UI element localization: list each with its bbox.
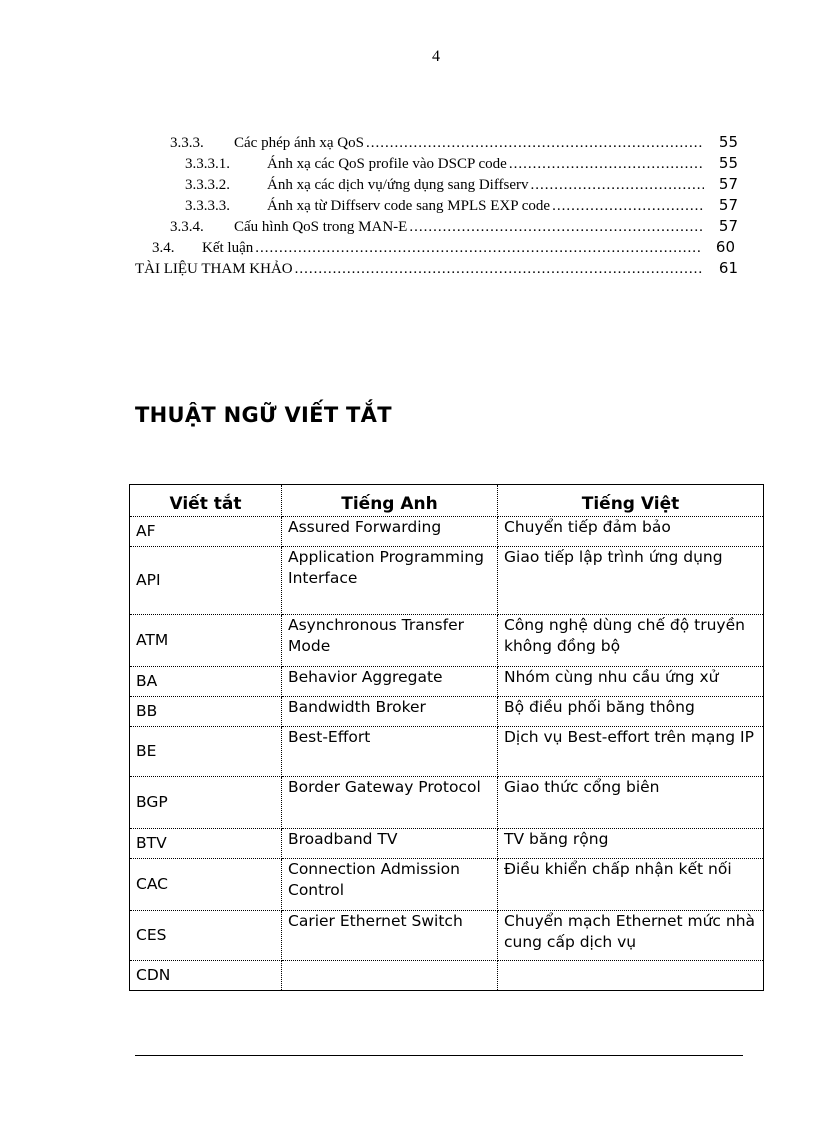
toc-entry — [152, 238, 735, 259]
abbreviation-cell: AF — [130, 517, 282, 547]
toc-entry-page: 57 — [718, 175, 738, 193]
english-term-cell: Best-Effort — [282, 727, 498, 777]
toc-entry-title: Cấu hình QoS trong MAN-E — [234, 219, 408, 235]
toc-entry-number: 3.4. — [152, 240, 175, 256]
toc-entry — [135, 259, 738, 280]
toc-entry-title: TÀI LIỆU THAM KHẢO — [135, 261, 293, 277]
english-term-cell: Bandwidth Broker — [282, 697, 498, 727]
english-term-cell: Asynchronous Transfer Mode — [282, 615, 498, 667]
toc-entry-page: 60 — [715, 238, 735, 256]
table-row — [130, 547, 764, 615]
column-header-vietnamese: Tiếng Việt — [498, 485, 764, 517]
toc-entry-title: Ánh xạ các dịch vụ/ứng dụng sang Diffserv — [267, 177, 529, 193]
english-term-cell: Behavior Aggregate — [282, 667, 498, 697]
toc-entry-number: 3.3.3. — [170, 135, 204, 151]
table-header-row — [130, 485, 764, 517]
vietnamese-term-cell: Giao tiếp lập trình ứng dụng — [498, 547, 764, 615]
table-row — [130, 777, 764, 829]
table-row — [130, 615, 764, 667]
abbreviation-cell: ATM — [130, 615, 282, 667]
toc-entry — [185, 175, 738, 196]
english-term-cell: Broadband TV — [282, 829, 498, 859]
toc-leader — [509, 156, 704, 173]
abbreviation-cell: CDN — [130, 961, 282, 991]
vietnamese-term-cell: Bộ điều phối băng thông — [498, 697, 764, 727]
abbreviation-cell: CES — [130, 911, 282, 961]
abbreviation-cell: BB — [130, 697, 282, 727]
table-row — [130, 859, 764, 911]
english-term-cell: Carier Ethernet Switch — [282, 911, 498, 961]
page-number: 4 — [432, 48, 440, 65]
english-term-cell: Connection Admission Control — [282, 859, 498, 911]
toc-leader — [531, 177, 704, 194]
toc-entry-page: 55 — [718, 154, 738, 172]
glossary-table — [129, 484, 764, 991]
toc-entry-title: Kết luận — [202, 240, 254, 256]
toc-entry-title: Ánh xạ từ Diffserv code sang MPLS EXP code — [267, 198, 551, 214]
abbreviation-cell: BTV — [130, 829, 282, 859]
toc-entry-number: 3.3.3.1. — [185, 156, 230, 172]
table-row — [130, 911, 764, 961]
toc-entry-number: 3.3.3.3. — [185, 198, 230, 214]
footer-rule — [135, 1055, 743, 1056]
abbreviation-cell: BA — [130, 667, 282, 697]
toc-entry — [170, 133, 738, 154]
table-row — [130, 829, 764, 859]
abbreviation-cell: CAC — [130, 859, 282, 911]
table-row — [130, 667, 764, 697]
table-row — [130, 517, 764, 547]
english-term-cell: Border Gateway Protocol — [282, 777, 498, 829]
vietnamese-term-cell: Công nghệ dùng chế độ truyền không đồng bộ — [498, 615, 764, 667]
abbreviation-cell: BGP — [130, 777, 282, 829]
toc-leader — [366, 135, 704, 152]
vietnamese-term-cell: Chuyển mạch Ethernet mức nhà cung cấp dịch vụ — [498, 911, 764, 961]
vietnamese-term-cell: TV băng rộng — [498, 829, 764, 859]
toc-leader — [552, 198, 704, 215]
vietnamese-term-cell: Nhóm cùng nhu cầu ứng xử — [498, 667, 764, 697]
toc-entry — [185, 154, 738, 175]
english-term-cell: Assured Forwarding — [282, 517, 498, 547]
toc-leader — [255, 240, 701, 257]
toc-entry-title: Ánh xạ các QoS profile vào DSCP code — [267, 156, 507, 172]
toc-entry — [185, 196, 738, 217]
abbreviation-cell: API — [130, 547, 282, 615]
section-title: THUẬT NGỮ VIẾT TẮT — [135, 403, 392, 427]
vietnamese-term-cell: Giao thức cổng biên — [498, 777, 764, 829]
toc-leader — [295, 261, 704, 278]
abbreviation-cell: BE — [130, 727, 282, 777]
toc-entry-number: 3.3.3.2. — [185, 177, 230, 193]
toc-entry-page: 55 — [718, 133, 738, 151]
vietnamese-term-cell: Dịch vụ Best-effort trên mạng IP — [498, 727, 764, 777]
toc-entry-title: Các phép ánh xạ QoS — [234, 135, 364, 151]
toc-entry-page: 57 — [718, 196, 738, 214]
table-row — [130, 727, 764, 777]
toc-entry-page: 61 — [718, 259, 738, 277]
vietnamese-term-cell — [498, 961, 764, 991]
toc-entry — [170, 217, 738, 238]
column-header-english: Tiếng Anh — [282, 485, 498, 517]
toc-entry-page: 57 — [718, 217, 738, 235]
vietnamese-term-cell: Chuyển tiếp đảm bảo — [498, 517, 764, 547]
toc-entry-number: 3.3.4. — [170, 219, 204, 235]
table-row — [130, 961, 764, 991]
toc-leader — [409, 219, 704, 236]
vietnamese-term-cell: Điều khiển chấp nhận kết nối — [498, 859, 764, 911]
column-header-abbreviation: Viết tắt — [130, 485, 282, 517]
table-row — [130, 697, 764, 727]
english-term-cell — [282, 961, 498, 991]
english-term-cell: Application Programming Interface — [282, 547, 498, 615]
